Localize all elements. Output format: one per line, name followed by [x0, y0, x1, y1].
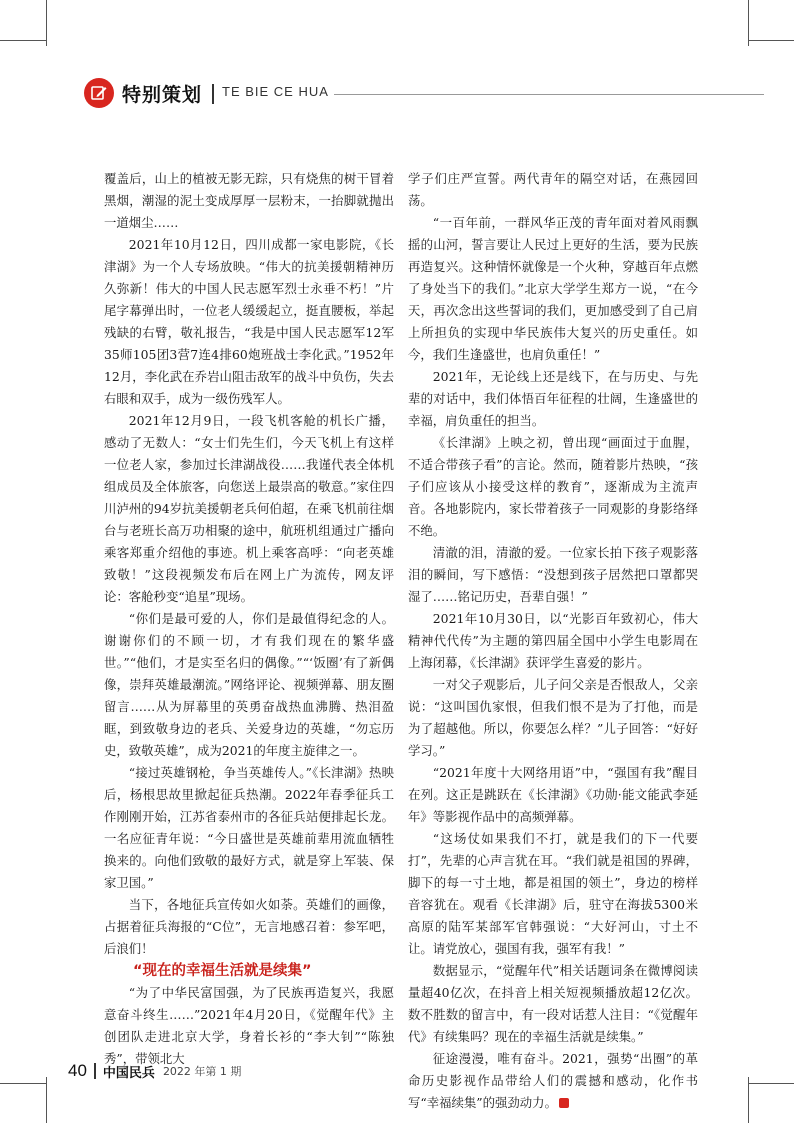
crop-mark	[0, 40, 46, 41]
paragraph: 清澈的泪，清澈的爱。一位家长拍下孩子观影落泪的瞬间，写下感悟：“没想到孩子居然把口罩都哭湿了……铭记历史，吾辈自强！”	[408, 545, 698, 604]
paragraph: “你们是最可爱的人，你们是最值得纪念的人。谢谢你们的不顾一切，才有我们现在的繁华盛世。”“他们，才是实至名归的偶像。”“‘饭圈’有了新偶像，崇拜英雄最潮流。”网络评论、视频弹幕、朋友圈留言……从为屏幕里的英勇奋战热血沸腾、热泪盈眶，到致敬身边的老兵、关爱身边的英雄，“勿忘历史，致敬英雄”，成为2021的年度主旋律之一。	[104, 611, 394, 758]
paragraph: 2021年10月30日，以“光影百年致初心，伟大精神代代传”为主题的第四届全国中小学生电影周在上海闭幕，《长津湖》获评学生喜爱的影片。	[408, 611, 698, 670]
paragraph: “2021年度十大网络用语”中，“强国有我”醒目在列。这正是跳跃在《长津湖》《功勋·能文能武李延年》等影视作品中的高频弹幕。	[408, 765, 698, 824]
paragraph: 学子们庄严宣誓。两代青年的隔空对话，在燕园回荡。	[408, 171, 698, 208]
crop-mark	[748, 1077, 749, 1123]
end-mark-icon	[559, 1098, 569, 1108]
crop-mark	[46, 1077, 47, 1123]
paragraph: 2021年12月9日，一段飞机客舱的机长广播，感动了无数人：“女士们先生们，今天飞机上有这样一位老人家，参加过长津湖战役……我谨代表全体机组成员及全体旅客，向您送上最崇高的敬意。”家住四川泸州的94岁抗美援朝老兵何伯超，在乘飞机前往烟台与老班长高万功相聚的途中，航班机组通过广播向乘客郑重介绍他的事迹。机上乘客高呼：“向老英雄致敬！”这段视频发布后在网上广为流传，网友评论：客舱秒变“追星”现场。	[104, 413, 394, 604]
paragraph: 2021年，无论线上还是线下，在与历史、与先辈的对话中，我们体悟百年征程的壮阔，生逢盛世的幸福，肩负重任的担当。	[408, 369, 698, 428]
paragraph: 覆盖后，山上的植被无影无踪，只有烧焦的树干冒着黑烟，潮湿的泥土变成厚厚一层粉末，一抬脚就抛出一道烟尘……	[104, 171, 394, 230]
section-pinyin: TE BIE CE HUA	[222, 84, 329, 99]
sub-heading: “现在的幸福生活就是续集”	[133, 963, 312, 979]
page-footer	[68, 1059, 241, 1083]
paragraph: “一百年前，一群风华正茂的青年面对着风雨飘摇的山河，誓言要让人民过上更好的生活，要为民族再造复兴。这种情怀就像是一个火种，穿越百年点燃了身处当下的我们。”北京大学学生郑方一说，“在今天，再次念出这些誓词的我们，更加感受到了自己肩上所担负的实现中华民族伟大复兴的历史重任。如今，我们生逢盛世，也肩负重任！”	[408, 215, 698, 362]
pencil-edit-icon	[84, 78, 114, 108]
paragraph: “为了中华民富国强，为了民族再造复兴，我愿意奋斗终生……”2021年4月20日，《觉醒年代》主创团队走进北京大学，身着长衫的“李大钊”“陈独秀”，带领北大	[104, 985, 394, 1066]
paragraph: 《长津湖》上映之初，曾出现“画面过于血腥，不适合带孩子看”的言论。然而，随着影片热映，“孩子们应该从小接受这样的教育”，逐渐成为主流声音。各地影院内，家长带着孩子一同观影的身影络绎不绝。	[408, 435, 698, 538]
paragraph: “接过英雄钢枪，争当英雄传人。”《长津湖》热映后，杨根思故里掀起征兵热潮。2022年春季征兵工作刚刚开始，江苏省泰州市的各征兵站便排起长龙。一名应征青年说：“今日盛世是英雄前辈用流血牺牲换来的。向他们致敬的最好方式，就是穿上军装、保家卫国。”	[104, 765, 394, 890]
paragraph: “这场仗如果我们不打，就是我们的下一代要打”，先辈的心声言犹在耳。“我们就是祖国的界碑，脚下的每一寸土地，都是祖国的领土”，身边的榜样音容犹在。观看《长津湖》后，驻守在海拔5300米高原的陆军某部军官韩强说：“大好河山，寸土不让。请党放心，强国有我，强军有我！”	[408, 831, 698, 956]
crop-mark	[46, 0, 47, 46]
header-divider	[212, 84, 214, 104]
page-number: 40	[68, 1061, 87, 1080]
footer-divider	[94, 1063, 96, 1079]
crop-mark	[748, 0, 749, 46]
issue-label: 2022 年第 1 期	[162, 1065, 242, 1078]
crop-mark	[748, 1083, 794, 1084]
crop-mark	[748, 40, 794, 41]
magazine-name: 中国民兵	[102, 1065, 155, 1081]
right-column	[408, 168, 698, 1114]
paragraph-final	[408, 1048, 698, 1114]
paragraph: 数据显示，“觉醒年代”相关话题词条在微博阅读量超40亿次，在抖音上相关短视频播放超12亿次。数不胜数的留言中，有一段对话惹人注目：“《觉醒年代》有续集吗？现在的幸福生活就是续集。”	[408, 963, 698, 1044]
header-rule	[334, 94, 764, 95]
section-title: 特别策划	[122, 84, 203, 106]
paragraph: 一对父子观影后，儿子问父亲是否恨敌人，父亲说：“这叫国仇家恨，但我们恨不是为了打他，而是为了超越他。所以，你要怎么样？”儿子回答：“好好学习。”	[408, 677, 698, 758]
paragraph: 当下，各地征兵宣传如火如荼。英雄们的画像，占据着征兵海报的“C位”，无言地感召着：参军吧，后浪们！	[104, 897, 394, 956]
left-column	[104, 168, 394, 1070]
section-header	[84, 78, 764, 112]
paragraph-final-text: 征途漫漫，唯有奋斗。2021，强势“出圈”的革命历史影视作品带给人们的震撼和感动，化作书写“幸福续集”的强劲动力。	[408, 1051, 698, 1110]
paragraph: 2021年10月12日，四川成都一家电影院，《长津湖》为一个人专场放映。“伟大的抗美援朝精神历久弥新！伟大的中国人民志愿军烈士永垂不朽！”片尾字幕弹出时，一位老人缓缓起立，挺直腰板，举起残缺的右臂，敬礼报告，“我是中国人民志愿军12军35师105团3营7连4排60炮班战士李化武。”1952年12月，李化武在乔岩山阻击敌军的战斗中负伤，失去右眼和双手，成为一级伤残军人。	[104, 237, 394, 406]
crop-mark	[0, 1083, 46, 1084]
